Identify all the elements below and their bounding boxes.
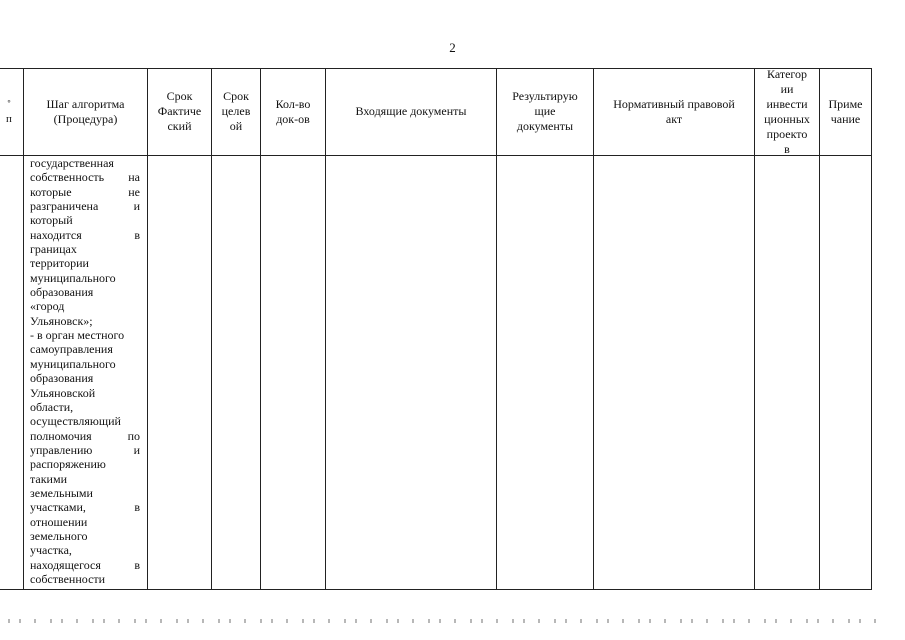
- step-text-line: образования: [30, 371, 94, 386]
- scan-artifact-mark: [523, 619, 525, 623]
- scan-artifact-mark: [748, 619, 750, 623]
- scan-artifact-mark: [145, 619, 147, 623]
- step-text-line: самоуправления: [30, 342, 113, 357]
- step-text-line: [30, 429, 140, 443]
- scan-artifact-mark: [806, 619, 808, 623]
- col-border: [871, 68, 872, 590]
- scan-artifact-mark: [817, 619, 819, 623]
- scan-artifact-mark: [202, 619, 204, 623]
- header-result-docs: Результирую щие документы: [512, 89, 578, 133]
- scan-artifact-mark: [481, 619, 483, 623]
- step-text-line: [30, 228, 140, 242]
- scan-artifact-mark: [344, 619, 346, 623]
- step-text-line: территории: [30, 256, 89, 271]
- scan-artifact-mark: [176, 619, 178, 623]
- step-text-line: границах: [30, 242, 77, 257]
- step-text-line: участка,: [30, 543, 72, 558]
- scan-artifact-mark: [691, 619, 693, 623]
- scan-artifact-mark: [596, 619, 598, 623]
- step-text-word: управлению: [30, 442, 93, 457]
- scan-artifact-mark: [19, 619, 21, 623]
- scan-artifact-mark: [439, 619, 441, 623]
- step-text-line: [30, 558, 140, 572]
- scan-artifact-mark: [848, 619, 850, 623]
- scan-artifact-mark: [50, 619, 52, 623]
- row-number-header-bottom: п: [6, 113, 12, 125]
- scan-artifact-mark: [34, 619, 36, 623]
- step-text-line: [30, 199, 140, 213]
- scan-artifact-mark: [313, 619, 315, 623]
- step-text-word: участками,: [30, 500, 86, 515]
- step-text-line: земельными: [30, 485, 93, 500]
- header-step: Шаг алгоритма (Процедура): [46, 96, 125, 126]
- step-text-line: [30, 500, 140, 514]
- step-text-word: и: [133, 199, 140, 214]
- header-target-term: Срок целев ой: [221, 89, 251, 133]
- scan-artifact-mark: [244, 619, 246, 623]
- scan-artifact-mark: [565, 619, 567, 623]
- scan-artifact-mark: [874, 619, 876, 623]
- step-text-line: который: [30, 213, 73, 228]
- page-number: 2: [449, 40, 456, 55]
- scan-artifact-mark: [8, 619, 10, 623]
- step-text-word: находится: [30, 227, 82, 242]
- header-legal-act: Нормативный правовой акт: [613, 96, 735, 126]
- scan-artifact-mark: [538, 619, 540, 623]
- scan-artifact-mark: [680, 619, 682, 623]
- scan-artifact-mark: [134, 619, 136, 623]
- scan-artifact-mark: [859, 619, 861, 623]
- step-text-word: находящегося: [30, 557, 101, 572]
- step-text-line: [30, 443, 140, 457]
- step-text-line: образования: [30, 285, 94, 300]
- scan-artifact-mark: [302, 619, 304, 623]
- step-text-word: не: [128, 184, 140, 199]
- scan-artifact-mark: [370, 619, 372, 623]
- header-note: Приме чание: [828, 96, 863, 126]
- scan-artifact-mark: [775, 619, 777, 623]
- step-text-line: такими: [30, 471, 67, 486]
- step-text-word: и: [133, 442, 140, 457]
- step-text-line: Ульяновской: [30, 385, 96, 400]
- scan-artifact-mark: [649, 619, 651, 623]
- header-actual-term: Срок Фактиче ский: [157, 89, 202, 133]
- step-text-line: муниципального: [30, 270, 116, 285]
- step-text-word: на: [128, 170, 140, 185]
- header-incoming-docs: Входящие документы: [355, 104, 467, 118]
- scan-artifact-mark: [76, 619, 78, 623]
- scan-artifact-strip: [8, 617, 888, 625]
- scan-artifact-mark: [664, 619, 666, 623]
- table-bottom-border: [0, 589, 872, 590]
- scan-artifact-mark: [160, 619, 162, 623]
- step-text-line: осуществляющий: [30, 414, 121, 429]
- step-text-line: «город: [30, 299, 65, 314]
- scan-artifact-mark: [103, 619, 105, 623]
- scan-artifact-mark: [92, 619, 94, 623]
- scan-artifact-mark: [706, 619, 708, 623]
- step-text-word: по: [127, 428, 140, 443]
- scan-artifact-mark: [229, 619, 231, 623]
- scan-artifact-mark: [496, 619, 498, 623]
- step-text-line: области,: [30, 399, 74, 414]
- scan-artifact-mark: [286, 619, 288, 623]
- step-text-line: собственности: [30, 571, 106, 586]
- step-text-word: в: [134, 557, 140, 572]
- step-text-word: в: [134, 500, 140, 515]
- step-text-word: полномочия: [30, 428, 92, 443]
- scan-artifact-mark: [733, 619, 735, 623]
- scan-artifact-mark: [454, 619, 456, 623]
- step-text-line: муниципального: [30, 356, 116, 371]
- step-text-line: Ульяновск»;: [30, 313, 93, 328]
- scan-artifact-mark: [580, 619, 582, 623]
- step-text-line: государственная: [30, 156, 114, 170]
- scan-artifact-mark: [260, 619, 262, 623]
- step-text-line: [30, 185, 140, 199]
- scan-artifact-mark: [554, 619, 556, 623]
- scan-artifact-mark: [722, 619, 724, 623]
- scan-artifact-mark: [412, 619, 414, 623]
- step-text-line: отношении: [30, 514, 88, 529]
- scan-artifact-mark: [118, 619, 120, 623]
- scan-artifact-mark: [832, 619, 834, 623]
- step-text-word: собственность: [30, 170, 105, 185]
- step-text-word: которые: [30, 184, 72, 199]
- step-text-line: распоряжению: [30, 457, 106, 472]
- scan-artifact-mark: [470, 619, 472, 623]
- scan-artifact-mark: [218, 619, 220, 623]
- step-text-line: земельного: [30, 528, 88, 543]
- scan-artifact-mark: [764, 619, 766, 623]
- step-text-word: в: [134, 227, 140, 242]
- scan-artifact-mark: [386, 619, 388, 623]
- scan-artifact-mark: [61, 619, 63, 623]
- step-text-line: [30, 170, 140, 184]
- scan-artifact-mark: [638, 619, 640, 623]
- header-project-category: Категор ии инвести ционных проекто в: [764, 66, 810, 156]
- scan-artifact-mark: [428, 619, 430, 623]
- scan-artifact-mark: [397, 619, 399, 623]
- step-text-word: разграничена: [30, 199, 99, 214]
- scan-artifact-mark: [187, 619, 189, 623]
- scan-artifact-mark: [271, 619, 273, 623]
- scan-artifact-mark: [790, 619, 792, 623]
- scan-artifact-mark: [622, 619, 624, 623]
- row-number-header-top: º: [7, 98, 11, 108]
- scan-artifact-mark: [328, 619, 330, 623]
- step-text-line: - в орган местного: [30, 328, 125, 343]
- scan-artifact-mark: [512, 619, 514, 623]
- step-cell-text: [30, 156, 140, 586]
- scan-artifact-mark: [355, 619, 357, 623]
- header-doc-count: Кол-во док-ов: [275, 96, 311, 126]
- scan-artifact-mark: [607, 619, 609, 623]
